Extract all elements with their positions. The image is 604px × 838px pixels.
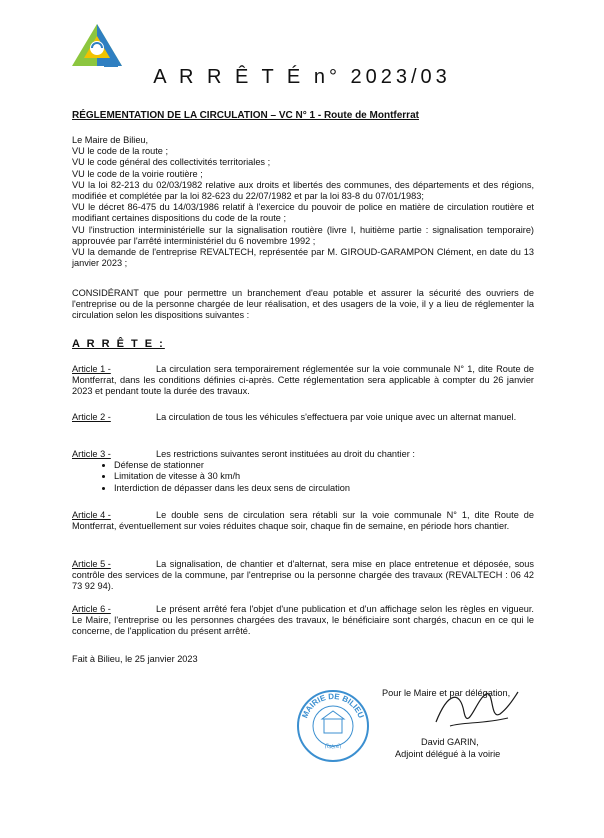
article-label: Article 6 - — [72, 604, 111, 614]
place-date: Fait à Bilieu, le 25 janvier 2023 — [72, 654, 198, 664]
document-subject: RÉGLEMENTATION DE LA CIRCULATION – VC N° 1 - Route de Montferrat — [72, 110, 419, 121]
article-label: Article 3 - — [72, 449, 111, 459]
page-title: A R R Ê T É n° 2023/03 — [153, 66, 451, 88]
stamp-bottom-text: (Isère) — [323, 743, 343, 751]
article-2 — [72, 412, 534, 423]
article-label: Article 4 - — [72, 510, 111, 520]
mairie-stamp — [296, 689, 370, 763]
article-text: Les restrictions suivantes seront instituées au droit du chantier : — [156, 449, 415, 459]
vu-line: VU le code de la route ; — [72, 146, 169, 157]
article-text: La circulation sera temporairement réglementée sur la voie communale N° 1, dite Route de Montferrat, dans les conditions définies ci-après. Cette réglementation sera applicable à compter du 26 janvier 2023 et pendant toute la durée des travaux. — [72, 364, 534, 397]
signer-name: David GARIN, — [421, 737, 479, 747]
stamp-top-text: MAIRIE DE BILIEU — [300, 691, 366, 720]
article-text: Le double sens de circulation sera rétabli sur la voie communale N° 1, dite Route de Montferrat, éventuellement sur voies réduites chaque soir, chaque fin de semaine, en période hors chantier. — [72, 510, 534, 532]
article-label: Article 2 - — [72, 412, 111, 422]
vu-line: VU l'instruction interministérielle sur la signalisation routière (livre I, huitième partie : signalisation temporaire) approuvée par l'arrêté interministériel du 6 novembre 1992 ; — [72, 224, 534, 246]
preamble — [72, 135, 534, 269]
article-3 — [72, 449, 534, 494]
article-4 — [72, 510, 534, 532]
vu-line: VU la loi 82-213 du 02/03/1982 relative aux droits et libertés des communes, des départements et des régions, modifiée et complétée par la loi 82-623 du 22/07/1982 et par la loi 83-8 du 07/01/1983; — [72, 179, 534, 202]
handwritten-signature — [430, 682, 520, 742]
preamble-intro: Le Maire de Bilieu, — [72, 135, 149, 145]
signer-role: Adjoint délégué à la voirie — [395, 749, 501, 759]
article-text: La circulation de tous les véhicules s'effectuera par voie unique avec un alternat manuel. — [156, 412, 517, 422]
article-label: Article 1 - — [72, 364, 111, 374]
restrictions-list — [72, 460, 534, 494]
municipality-logo — [70, 22, 124, 70]
arrete-heading: A R R Ê T E : — [72, 338, 165, 350]
list-item: • Limitation de vitesse à 30 km/h — [114, 471, 534, 482]
vu-line: VU le décret 86-475 du 14/03/1986 relatif à l'exercice du pouvoir de police en matière de circulation routière et modifiant certaines dispositions du code de la route ; — [72, 202, 534, 224]
vu-line: VU la demande de l'entreprise REVALTECH, représentée par M. GIROUD-GARAMPON Clément, en date du 13 janvier 2023 ; — [72, 247, 534, 269]
article-text: La signalisation, de chantier et d'alternat, sera mise en place entretenue et déposée, sous contrôle des services de la commune, par l'entreprise ou la personne chargée des travaux (REVALTECH : 06 42 73 92 94). — [72, 559, 534, 592]
article-label: Article 5 - — [72, 559, 111, 569]
svg-text:(Isère) — [324, 743, 342, 750]
delegation-line: Pour le Maire et par délégation, — [382, 688, 511, 698]
considerant-paragraph: CONSIDÉRANT que pour permettre un branchement d'eau potable et assurer la sécurité des ouvriers de l'entreprise ou de la personne chargée de leur réalisation, et des usagers de la voie, il y a lieu de réglementer la circulation selon les dispositions suivantes : — [72, 288, 534, 321]
vu-line: VU le code de la voirie routière ; — [72, 168, 203, 179]
article-6 — [72, 604, 534, 638]
list-item: • Interdiction de dépasser dans les deux sens de circulation — [114, 483, 534, 494]
vu-line: VU le code général des collectivités territoriales ; — [72, 157, 271, 168]
article-5 — [72, 559, 534, 593]
article-text: Le présent arrêté fera l'objet d'une publication et d'un affichage selon les règles en vigueur. Le Maire, l'entreprise ou les personnes chargées des travaux, le bénéficiaire sont chargés, chacun en ce qui le concerne, de l'application du présent arrêté. — [72, 604, 534, 637]
article-1 — [72, 364, 534, 398]
list-item: • Défense de stationner — [114, 460, 534, 471]
